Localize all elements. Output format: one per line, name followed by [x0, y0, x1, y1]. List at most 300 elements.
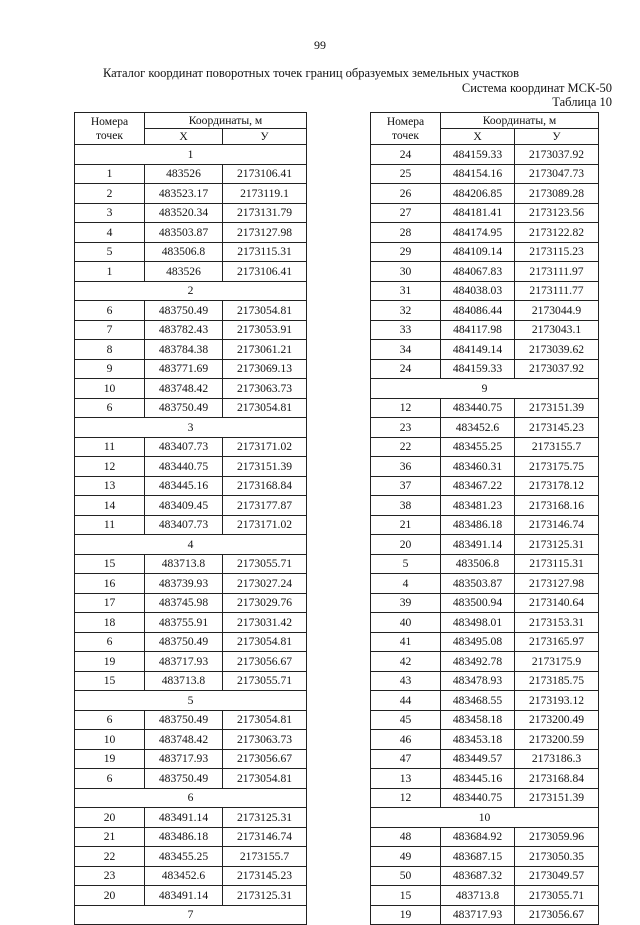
y-coordinate-cell: 2173165.97: [515, 632, 599, 652]
y-coordinate-cell: 2173061.21: [223, 340, 307, 360]
y-coordinate-cell: 2173054.81: [223, 398, 307, 418]
table-row: [371, 262, 599, 282]
table-row: [371, 886, 599, 906]
x-coordinate-cell: 483750.49: [145, 632, 223, 652]
section-header-row: [75, 281, 307, 301]
section-header-row: [75, 418, 307, 438]
x-coordinate-cell: 483486.18: [145, 827, 223, 847]
x-coordinate-cell: 484086.44: [441, 301, 515, 321]
point-number-cell: 19: [371, 905, 441, 925]
y-coordinate-cell: 2173125.31: [223, 808, 307, 828]
table-row: [75, 827, 307, 847]
table-row: [371, 496, 599, 516]
table-row: [75, 457, 307, 477]
y-coordinate-cell: 2173127.98: [223, 223, 307, 243]
coordinate-system-label: Система координат МСК-50: [461, 81, 612, 95]
x-coordinate-cell: 483445.16: [441, 769, 515, 789]
y-coordinate-cell: 2173115.31: [223, 242, 307, 262]
y-coordinate-cell: 2173168.84: [223, 476, 307, 496]
x-coordinate-cell: 483495.08: [441, 632, 515, 652]
table-row: [75, 554, 307, 574]
table-row: [75, 769, 307, 789]
table-row: [371, 164, 599, 184]
x-coordinate-cell: 483407.73: [145, 437, 223, 457]
x-coordinate-cell: 483455.25: [145, 847, 223, 867]
table-row: [371, 535, 599, 555]
table-row: [75, 632, 307, 652]
point-number-cell: 39: [371, 593, 441, 613]
header-x: X: [441, 129, 515, 145]
y-coordinate-cell: 2173063.73: [223, 379, 307, 399]
x-coordinate-cell: 484181.41: [441, 203, 515, 223]
header-y: У: [515, 129, 599, 145]
x-coordinate-cell: 483453.18: [441, 730, 515, 750]
header-points-line2: точек: [391, 128, 420, 142]
section-number: 4: [75, 535, 307, 555]
x-coordinate-cell: 483481.23: [441, 496, 515, 516]
x-coordinate-cell: 484038.03: [441, 281, 515, 301]
point-number-cell: 5: [371, 554, 441, 574]
x-coordinate-cell: 483440.75: [441, 788, 515, 808]
point-number-cell: 6: [75, 398, 145, 418]
x-coordinate-cell: 483449.57: [441, 749, 515, 769]
x-coordinate-cell: 483491.14: [441, 535, 515, 555]
table-row: [371, 223, 599, 243]
table-row: [75, 340, 307, 360]
x-coordinate-cell: 483717.93: [145, 749, 223, 769]
table-row: [75, 223, 307, 243]
table-row: [75, 847, 307, 867]
x-coordinate-cell: 483739.93: [145, 574, 223, 594]
y-coordinate-cell: 2173151.39: [515, 788, 599, 808]
table-row: [371, 203, 599, 223]
y-coordinate-cell: 2173054.81: [223, 632, 307, 652]
section-header-row: [371, 379, 599, 399]
y-coordinate-cell: 2173123.56: [515, 203, 599, 223]
x-coordinate-cell: 483750.49: [145, 301, 223, 321]
point-number-cell: 21: [75, 827, 145, 847]
x-coordinate-cell: 483750.49: [145, 710, 223, 730]
point-number-cell: 11: [75, 515, 145, 535]
y-coordinate-cell: 2173125.31: [223, 886, 307, 906]
x-coordinate-cell: 483468.55: [441, 691, 515, 711]
table-row: [371, 515, 599, 535]
point-number-cell: 10: [75, 379, 145, 399]
table-row: [371, 398, 599, 418]
page-number: 99: [314, 38, 326, 52]
section-number: 10: [371, 808, 599, 828]
x-coordinate-cell: 483750.49: [145, 769, 223, 789]
x-coordinate-cell: 483455.25: [441, 437, 515, 457]
table-row: [371, 457, 599, 477]
point-number-cell: 16: [75, 574, 145, 594]
header-y: У: [223, 129, 307, 145]
point-number-cell: 12: [75, 457, 145, 477]
point-number-cell: 31: [371, 281, 441, 301]
point-number-cell: 33: [371, 320, 441, 340]
table-row: [371, 359, 599, 379]
point-number-cell: 32: [371, 301, 441, 321]
point-number-cell: 12: [371, 788, 441, 808]
y-coordinate-cell: 2173055.71: [223, 554, 307, 574]
y-coordinate-cell: 2173069.13: [223, 359, 307, 379]
point-number-cell: 30: [371, 262, 441, 282]
table-row: [371, 340, 599, 360]
y-coordinate-cell: 2173175.75: [515, 457, 599, 477]
table-row: [75, 730, 307, 750]
y-coordinate-cell: 2173200.49: [515, 710, 599, 730]
y-coordinate-cell: 2173175.9: [515, 652, 599, 672]
point-number-cell: 28: [371, 223, 441, 243]
x-coordinate-cell: 483491.14: [145, 808, 223, 828]
point-number-cell: 11: [75, 437, 145, 457]
x-coordinate-cell: 483498.01: [441, 613, 515, 633]
point-number-cell: 38: [371, 496, 441, 516]
table-row: [75, 652, 307, 672]
y-coordinate-cell: 2173146.74: [223, 827, 307, 847]
point-number-cell: 6: [75, 301, 145, 321]
x-coordinate-cell: 483520.34: [145, 203, 223, 223]
x-coordinate-cell: 484174.95: [441, 223, 515, 243]
y-coordinate-cell: 2173145.23: [515, 418, 599, 438]
point-number-cell: 22: [75, 847, 145, 867]
x-coordinate-cell: 484067.83: [441, 262, 515, 282]
coordinates-table-left: [74, 112, 307, 925]
point-number-cell: 7: [75, 320, 145, 340]
x-coordinate-cell: 483687.32: [441, 866, 515, 886]
point-number-cell: 20: [371, 535, 441, 555]
x-coordinate-cell: 483407.73: [145, 515, 223, 535]
y-coordinate-cell: 2173131.79: [223, 203, 307, 223]
table-row: [75, 671, 307, 691]
point-number-cell: 4: [371, 574, 441, 594]
table-row: [371, 613, 599, 633]
point-number-cell: 45: [371, 710, 441, 730]
y-coordinate-cell: 2173063.73: [223, 730, 307, 750]
table-row: [371, 710, 599, 730]
section-number: 9: [371, 379, 599, 399]
section-header-row: [371, 808, 599, 828]
document-title: Каталог координат поворотных точек границ образуемых земельных участков: [103, 66, 520, 80]
x-coordinate-cell: 483506.8: [441, 554, 515, 574]
header-point-numbers: [75, 113, 145, 145]
table-row: [75, 242, 307, 262]
x-coordinate-cell: 483748.42: [145, 379, 223, 399]
y-coordinate-cell: 2173111.97: [515, 262, 599, 282]
x-coordinate-cell: 483445.16: [145, 476, 223, 496]
point-number-cell: 26: [371, 184, 441, 204]
table-row: [371, 437, 599, 457]
table-row: [75, 574, 307, 594]
y-coordinate-cell: 2173056.67: [223, 749, 307, 769]
x-coordinate-cell: 483503.87: [145, 223, 223, 243]
x-coordinate-cell: 484206.85: [441, 184, 515, 204]
point-number-cell: 24: [371, 359, 441, 379]
x-coordinate-cell: 483687.15: [441, 847, 515, 867]
x-coordinate-cell: 483503.87: [441, 574, 515, 594]
x-coordinate-cell: 483491.14: [145, 886, 223, 906]
y-coordinate-cell: 2173043.1: [515, 320, 599, 340]
y-coordinate-cell: 2173171.02: [223, 437, 307, 457]
table-row: [371, 632, 599, 652]
x-coordinate-cell: 483713.8: [145, 554, 223, 574]
x-coordinate-cell: 483458.18: [441, 710, 515, 730]
y-coordinate-cell: 2173027.24: [223, 574, 307, 594]
y-coordinate-cell: 2173047.73: [515, 164, 599, 184]
y-coordinate-cell: 2173111.77: [515, 281, 599, 301]
point-number-cell: 4: [75, 223, 145, 243]
header-points-line1: Номера: [386, 114, 425, 128]
table-row: [75, 164, 307, 184]
table-row: [75, 749, 307, 769]
table-row: [371, 301, 599, 321]
header-coordinates: Координаты, м: [441, 113, 599, 129]
table-row: [371, 866, 599, 886]
table-row: [371, 652, 599, 672]
y-coordinate-cell: 2173049.57: [515, 866, 599, 886]
point-number-cell: 6: [75, 769, 145, 789]
y-coordinate-cell: 2173029.76: [223, 593, 307, 613]
coordinates-table-right: [370, 112, 599, 925]
table-row: [75, 496, 307, 516]
y-coordinate-cell: 2173039.62: [515, 340, 599, 360]
table-row: [75, 866, 307, 886]
table-row: [75, 710, 307, 730]
y-coordinate-cell: 2173106.41: [223, 164, 307, 184]
x-coordinate-cell: 483755.91: [145, 613, 223, 633]
table-row: [371, 554, 599, 574]
point-number-cell: 15: [75, 554, 145, 574]
table-row: [75, 886, 307, 906]
point-number-cell: 23: [75, 866, 145, 886]
point-number-cell: 1: [75, 164, 145, 184]
y-coordinate-cell: 2173127.98: [515, 574, 599, 594]
y-coordinate-cell: 2173054.81: [223, 710, 307, 730]
y-coordinate-cell: 2173145.23: [223, 866, 307, 886]
point-number-cell: 23: [371, 418, 441, 438]
point-number-cell: 37: [371, 476, 441, 496]
section-number: 2: [75, 281, 307, 301]
y-coordinate-cell: 2173168.16: [515, 496, 599, 516]
table-row: [371, 593, 599, 613]
x-coordinate-cell: 483750.49: [145, 398, 223, 418]
point-number-cell: 25: [371, 164, 441, 184]
x-coordinate-cell: 483717.93: [145, 652, 223, 672]
y-coordinate-cell: 2173055.71: [223, 671, 307, 691]
section-number: 5: [75, 691, 307, 711]
y-coordinate-cell: 2173186.3: [515, 749, 599, 769]
point-number-cell: 47: [371, 749, 441, 769]
point-number-cell: 15: [371, 886, 441, 906]
point-number-cell: 19: [75, 652, 145, 672]
x-coordinate-cell: 483713.8: [145, 671, 223, 691]
y-coordinate-cell: 2173056.67: [223, 652, 307, 672]
y-coordinate-cell: 2173155.7: [515, 437, 599, 457]
point-number-cell: 6: [75, 632, 145, 652]
y-coordinate-cell: 2173185.75: [515, 671, 599, 691]
x-coordinate-cell: 484149.14: [441, 340, 515, 360]
point-number-cell: 44: [371, 691, 441, 711]
section-number: 7: [75, 905, 307, 925]
table-row: [371, 827, 599, 847]
table-row: [75, 320, 307, 340]
y-coordinate-cell: 2173115.31: [515, 554, 599, 574]
point-number-cell: 22: [371, 437, 441, 457]
table-row: [371, 574, 599, 594]
x-coordinate-cell: 483745.98: [145, 593, 223, 613]
x-coordinate-cell: 483717.93: [441, 905, 515, 925]
x-coordinate-cell: 483478.93: [441, 671, 515, 691]
point-number-cell: 43: [371, 671, 441, 691]
x-coordinate-cell: 483409.45: [145, 496, 223, 516]
y-coordinate-cell: 2173054.81: [223, 301, 307, 321]
x-coordinate-cell: 483782.43: [145, 320, 223, 340]
x-coordinate-cell: 483784.38: [145, 340, 223, 360]
y-coordinate-cell: 2173037.92: [515, 359, 599, 379]
x-coordinate-cell: 483492.78: [441, 652, 515, 672]
table-row: [75, 379, 307, 399]
point-number-cell: 18: [75, 613, 145, 633]
x-coordinate-cell: 484159.33: [441, 359, 515, 379]
point-number-cell: 20: [75, 808, 145, 828]
table-row: [371, 145, 599, 165]
y-coordinate-cell: 2173125.31: [515, 535, 599, 555]
table-row: [371, 281, 599, 301]
x-coordinate-cell: 483486.18: [441, 515, 515, 535]
point-number-cell: 21: [371, 515, 441, 535]
x-coordinate-cell: 484154.16: [441, 164, 515, 184]
y-coordinate-cell: 2173055.71: [515, 886, 599, 906]
point-number-cell: 19: [75, 749, 145, 769]
point-number-cell: 5: [75, 242, 145, 262]
point-number-cell: 48: [371, 827, 441, 847]
point-number-cell: 36: [371, 457, 441, 477]
point-number-cell: 17: [75, 593, 145, 613]
x-coordinate-cell: 483440.75: [145, 457, 223, 477]
x-coordinate-cell: 483452.6: [145, 866, 223, 886]
section-header-row: [75, 788, 307, 808]
x-coordinate-cell: 484117.98: [441, 320, 515, 340]
y-coordinate-cell: 2173053.91: [223, 320, 307, 340]
table-row: [75, 613, 307, 633]
section-header-row: [75, 535, 307, 555]
header-x: X: [145, 129, 223, 145]
y-coordinate-cell: 2173037.92: [515, 145, 599, 165]
table-row: [75, 437, 307, 457]
point-number-cell: 20: [75, 886, 145, 906]
point-number-cell: 40: [371, 613, 441, 633]
table-row: [75, 515, 307, 535]
x-coordinate-cell: 483440.75: [441, 398, 515, 418]
table-row: [75, 184, 307, 204]
y-coordinate-cell: 2173193.12: [515, 691, 599, 711]
y-coordinate-cell: 2173044.9: [515, 301, 599, 321]
y-coordinate-cell: 2173059.96: [515, 827, 599, 847]
x-coordinate-cell: 483713.8: [441, 886, 515, 906]
point-number-cell: 9: [75, 359, 145, 379]
table-row: [371, 418, 599, 438]
header-point-numbers: [371, 113, 441, 145]
point-number-cell: 14: [75, 496, 145, 516]
table-row: [371, 847, 599, 867]
point-number-cell: 13: [371, 769, 441, 789]
table-row: [75, 476, 307, 496]
point-number-cell: 2: [75, 184, 145, 204]
x-coordinate-cell: 483523.17: [145, 184, 223, 204]
y-coordinate-cell: 2173168.84: [515, 769, 599, 789]
y-coordinate-cell: 2173155.7: [223, 847, 307, 867]
section-number: 1: [75, 145, 307, 165]
y-coordinate-cell: 2173178.12: [515, 476, 599, 496]
table-row: [75, 203, 307, 223]
y-coordinate-cell: 2173056.67: [515, 905, 599, 925]
x-coordinate-cell: 483748.42: [145, 730, 223, 750]
y-coordinate-cell: 2173151.39: [223, 457, 307, 477]
table-row: [371, 905, 599, 925]
x-coordinate-cell: 484159.33: [441, 145, 515, 165]
x-coordinate-cell: 483506.8: [145, 242, 223, 262]
x-coordinate-cell: 483452.6: [441, 418, 515, 438]
point-number-cell: 50: [371, 866, 441, 886]
section-header-row: [75, 145, 307, 165]
y-coordinate-cell: 2173122.82: [515, 223, 599, 243]
x-coordinate-cell: 483684.92: [441, 827, 515, 847]
table-row: [75, 808, 307, 828]
point-number-cell: 15: [75, 671, 145, 691]
point-number-cell: 8: [75, 340, 145, 360]
y-coordinate-cell: 2173119.1: [223, 184, 307, 204]
point-number-cell: 34: [371, 340, 441, 360]
table-row: [371, 671, 599, 691]
point-number-cell: 41: [371, 632, 441, 652]
y-coordinate-cell: 2173140.64: [515, 593, 599, 613]
section-number: 3: [75, 418, 307, 438]
point-number-cell: 1: [75, 262, 145, 282]
table-row: [371, 320, 599, 340]
point-number-cell: 24: [371, 145, 441, 165]
point-number-cell: 13: [75, 476, 145, 496]
point-number-cell: 10: [75, 730, 145, 750]
table-number-label: Таблица 10: [552, 95, 612, 109]
table-row: [371, 749, 599, 769]
table-row: [371, 184, 599, 204]
header-coordinates: Координаты, м: [145, 113, 307, 129]
table-row: [371, 769, 599, 789]
table-row: [75, 301, 307, 321]
header-points-line1: Номера: [90, 114, 129, 128]
y-coordinate-cell: 2173151.39: [515, 398, 599, 418]
y-coordinate-cell: 2173115.23: [515, 242, 599, 262]
section-header-row: [75, 905, 307, 925]
x-coordinate-cell: 483526: [145, 164, 223, 184]
y-coordinate-cell: 2173153.31: [515, 613, 599, 633]
y-coordinate-cell: 2173106.41: [223, 262, 307, 282]
table-row: [75, 359, 307, 379]
y-coordinate-cell: 2173054.81: [223, 769, 307, 789]
point-number-cell: 42: [371, 652, 441, 672]
table-row: [75, 398, 307, 418]
x-coordinate-cell: 483771.69: [145, 359, 223, 379]
table-row: [371, 788, 599, 808]
point-number-cell: 12: [371, 398, 441, 418]
point-number-cell: 49: [371, 847, 441, 867]
y-coordinate-cell: 2173146.74: [515, 515, 599, 535]
x-coordinate-cell: 484109.14: [441, 242, 515, 262]
table-row: [75, 593, 307, 613]
x-coordinate-cell: 483500.94: [441, 593, 515, 613]
point-number-cell: 27: [371, 203, 441, 223]
table-row: [371, 730, 599, 750]
